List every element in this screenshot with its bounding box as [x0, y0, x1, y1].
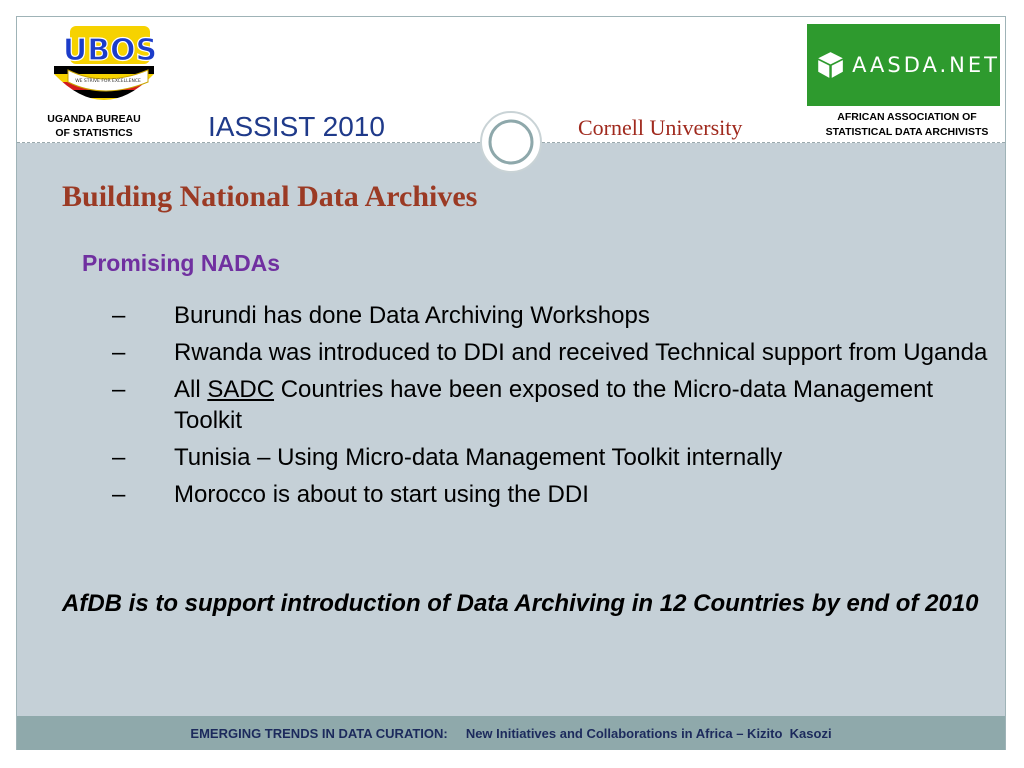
bullet-item: – Burundi has done Data Archiving Workshops: [112, 302, 650, 329]
slide-footer: [17, 716, 1005, 750]
host-university: Cornell University: [578, 115, 743, 140]
sadc-link[interactable]: SADC: [207, 376, 275, 403]
afdb-note: AfDB is to support introduction of Data Archiving in 12 Countries by end of 2010: [62, 590, 979, 617]
slide-title: Building National Data Archives: [62, 180, 478, 213]
bullet-item: – Tunisia – Using Micro-data Management Toolkit internally: [112, 444, 783, 471]
bullet-item: – Rwanda was introduced to DDI and received Technical support from Uganda: [112, 339, 988, 366]
slide-subtitle: Promising NADAs: [82, 250, 281, 276]
circle-ornament: [479, 110, 543, 174]
bullet-list: [112, 300, 992, 516]
ubos-logo-text: UBOS: [62, 33, 158, 68]
bullet-item: – All SADC Countries have been exposed to the Micro-data Management Toolkit: [112, 376, 934, 434]
aasda-logo-text: AASDA.NET: [852, 53, 1000, 77]
footer-left-text: EMERGING TRENDS IN DATA CURATION:: [190, 725, 448, 741]
ubos-motto: WE STRIVE FOR EXCELLENCE: [75, 79, 141, 84]
bullet-item: – Morocco is about to start using the DDI: [112, 481, 589, 508]
event-title: IASSIST 2010: [208, 111, 385, 142]
footer-right-text: New Initiatives and Collaborations in Africa – Kizito Kasozi: [465, 725, 832, 741]
aasda-logo: [807, 24, 1000, 106]
aasda-label: AFRICAN ASSOCIATION OF STATISTICAL DATA ARCHIVISTS: [825, 111, 989, 138]
ubos-label: UGANDA BUREAU OF STATISTICS: [47, 113, 141, 139]
cube-icon: [817, 42, 844, 88]
ubos-logo: [48, 26, 160, 116]
